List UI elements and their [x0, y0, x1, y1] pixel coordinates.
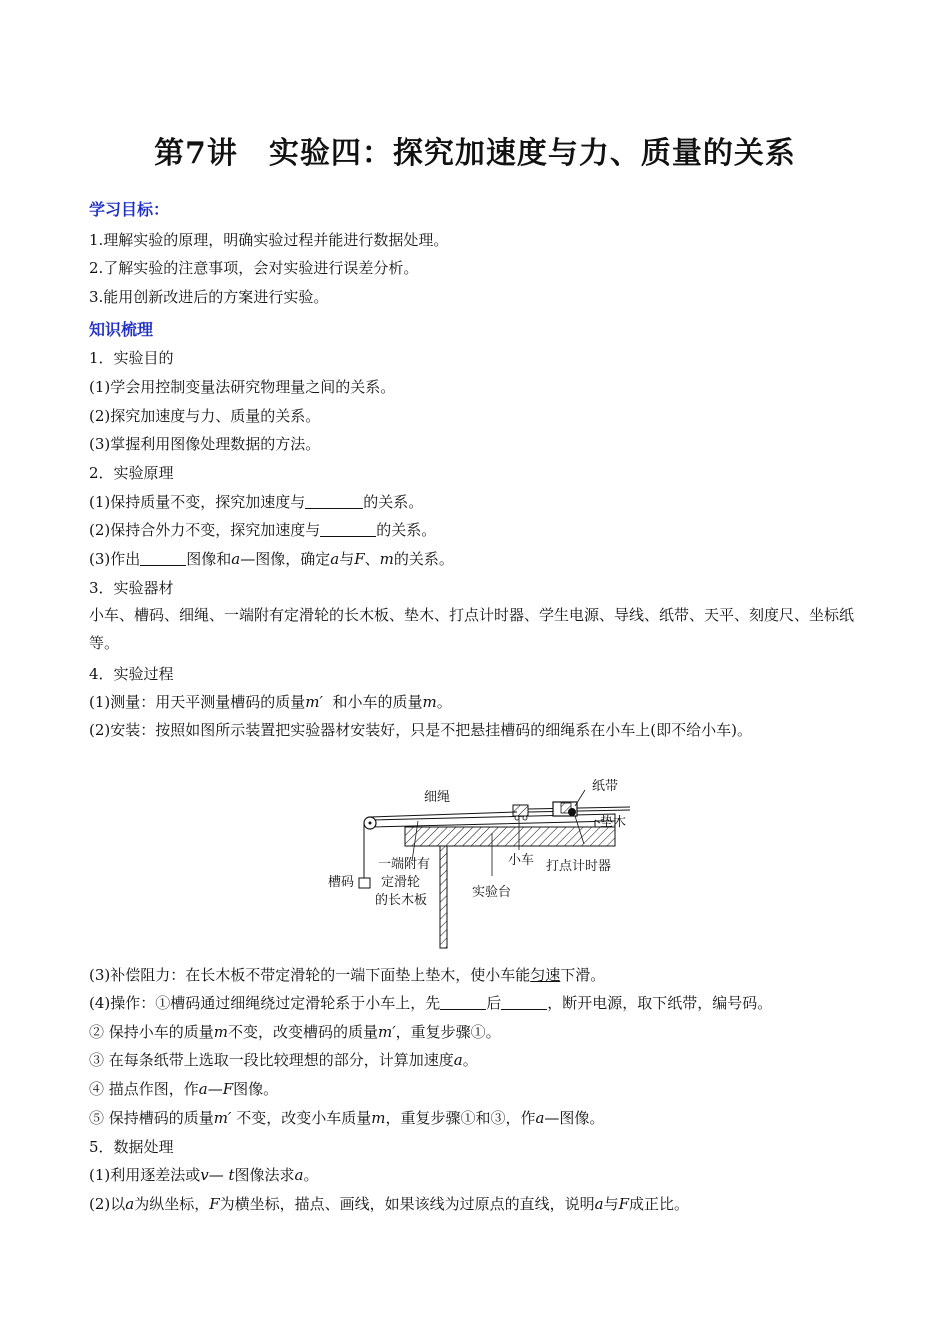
- section-title: 2．实验原理: [89, 464, 174, 482]
- text: ② 保持小车的质量: [89, 1023, 214, 1041]
- text: 。: [303, 1166, 319, 1184]
- var: m: [213, 1023, 229, 1041]
- text: (4)操作：①槽码通过细绳绕过定滑轮系于小车上，先: [89, 994, 441, 1012]
- var: a: [294, 1166, 304, 1184]
- weight-block: [359, 878, 370, 888]
- var: a: [594, 1195, 604, 1213]
- text: 为横坐标，描点、画线，如果该线为过原点的直线，说明: [219, 1195, 595, 1213]
- text: ，重复步骤①和③，作: [385, 1109, 536, 1127]
- label-table: 实验台: [472, 885, 512, 900]
- text: ，重复步骤①。: [395, 1023, 501, 1041]
- var: a—: [535, 1109, 560, 1127]
- timer-coil: [568, 808, 576, 816]
- text: ④ 描点作图，作: [89, 1080, 199, 1098]
- label-board: 定滑轮: [381, 875, 421, 890]
- text: (1)测量：用天平测量槽码的质量: [89, 693, 306, 711]
- var: m: [379, 550, 394, 568]
- procedure-step-3: [89, 1050, 478, 1070]
- text: (1)保持质量不变，探究加速度与: [89, 493, 306, 511]
- procedure-install: (2)安装：按照如图所示装置把实验器材安装好，只是不把悬挂槽码的细绳系在小车上(即不给小车)。: [89, 721, 752, 739]
- goals-heading: 学习目标：: [89, 200, 170, 219]
- text: 与: [339, 550, 355, 568]
- table-leg: [440, 846, 447, 948]
- var: a: [125, 1195, 135, 1213]
- text: (3)作出: [89, 550, 141, 568]
- text: 与: [603, 1195, 619, 1213]
- paper-tape: [528, 807, 630, 809]
- section-title: 3．实验器材: [89, 579, 174, 597]
- text: 下滑。: [560, 966, 606, 984]
- text: 。: [436, 693, 452, 711]
- list-item: (2)探究加速度与力、质量的关系。: [89, 407, 321, 425]
- leader-line: [575, 790, 585, 806]
- section-title: 4．实验过程: [89, 665, 174, 683]
- label-cart: 小车: [508, 853, 535, 868]
- answer-blank[interactable]: [440, 995, 486, 1010]
- list-item: (3)掌握利用图像处理数据的方法。: [89, 435, 321, 453]
- text: (3)补偿阻力：在长木板不带定滑轮的一端下面垫上垫木，使小车能: [89, 966, 531, 984]
- var: m′: [378, 1023, 396, 1041]
- procedure-balance: [89, 965, 605, 985]
- var: v— t: [200, 1166, 235, 1184]
- text: 的关系。: [393, 550, 454, 568]
- var: m′: [213, 1109, 232, 1127]
- section-title: 1．实验目的: [89, 349, 174, 367]
- goal-item: 1.理解实验的原理，明确实验过程并能进行数据处理。: [89, 231, 449, 249]
- cart-wheel: [523, 816, 527, 820]
- var: m: [422, 693, 437, 711]
- principle-line-1: [89, 492, 423, 512]
- text: 不变，改变小车质量: [236, 1109, 372, 1127]
- text: (2)以: [89, 1195, 126, 1213]
- text: (1)利用逐差法或: [89, 1166, 201, 1184]
- apparatus-diagram: [320, 776, 640, 952]
- text: 为纵坐标，: [134, 1195, 210, 1213]
- answer-blank[interactable]: [501, 995, 547, 1010]
- text: ，断开电源，取下纸带，编号码。: [547, 994, 773, 1012]
- label-timer: 打点计时器: [546, 859, 612, 874]
- text: 的关系。: [363, 493, 424, 511]
- label-weight: 槽码: [328, 875, 355, 890]
- procedure-step-5: [89, 1108, 604, 1128]
- answer-blank[interactable]: [320, 522, 376, 537]
- var: F: [618, 1195, 630, 1213]
- text: 图像。: [559, 1109, 605, 1127]
- var: a: [453, 1051, 463, 1069]
- procedure-step-4: [89, 1079, 278, 1099]
- var: F: [209, 1195, 220, 1213]
- var: a—: [231, 550, 256, 568]
- data-processing-2: [89, 1194, 689, 1214]
- section-title: 5．数据处理: [89, 1138, 174, 1156]
- data-processing-1: [89, 1165, 319, 1185]
- procedure-step-2: [89, 1022, 501, 1042]
- answer-blank[interactable]: [305, 494, 363, 509]
- text: 图像。: [233, 1080, 279, 1098]
- cart: [513, 805, 528, 816]
- text: 。: [462, 1051, 478, 1069]
- text: ③ 在每条纸带上选取一段比较理想的部分，计算加速度: [89, 1051, 454, 1069]
- rope: [370, 812, 517, 817]
- label-board: 一端附有: [378, 857, 431, 872]
- label-block: 垫木: [600, 815, 627, 830]
- var: a: [330, 550, 340, 568]
- goal-item: 2.了解实验的注意事项，会对实验进行误差分析。: [89, 259, 419, 277]
- principle-line-3: [89, 549, 454, 569]
- text: 后: [486, 994, 502, 1012]
- goal-item: 3.能用创新改进后的方案进行实验。: [89, 288, 329, 306]
- label-tape: 纸带: [592, 779, 619, 794]
- list-item: (1)学会用控制变量法研究物理量之间的关系。: [89, 378, 396, 396]
- procedure-operate: [89, 993, 772, 1013]
- paper-tape-edge: [528, 810, 630, 812]
- label-board: 的长木板: [375, 893, 428, 908]
- var: m′: [305, 693, 323, 711]
- page-title: 第7讲 实验四：探究加速度与力、质量的关系: [154, 136, 796, 171]
- text: 和小车的质量: [332, 693, 423, 711]
- text: 、: [364, 550, 380, 568]
- cart-wheel: [515, 816, 519, 820]
- text: (2)保持合外力不变，探究加速度与: [89, 521, 321, 539]
- text: 不变，改变槽码的质量: [228, 1023, 379, 1041]
- procedure-measure: [89, 692, 452, 712]
- knowledge-heading: 知识梳理: [89, 320, 154, 339]
- text: 成正比。: [629, 1195, 690, 1213]
- underlined-answer: 匀速: [530, 966, 561, 984]
- var: a—F: [198, 1080, 234, 1098]
- text: 图像和: [186, 550, 232, 568]
- equipment-text: 小车、槽码、细绳、一端附有定滑轮的长木板、垫木、打点计时器、学生电源、导线、纸带、天平、刻度尺、坐标纸等。: [89, 606, 855, 652]
- pulley-axle: [369, 822, 372, 825]
- text: 图像法求: [234, 1166, 295, 1184]
- principle-line-2: [89, 520, 436, 540]
- text: 的关系。: [376, 521, 437, 539]
- var: F: [354, 550, 365, 568]
- answer-blank[interactable]: [140, 551, 186, 566]
- text: 图像，确定: [255, 550, 331, 568]
- text: ⑤ 保持槽码的质量: [89, 1109, 214, 1127]
- label-rope: 细绳: [424, 790, 451, 805]
- var: m: [371, 1109, 386, 1127]
